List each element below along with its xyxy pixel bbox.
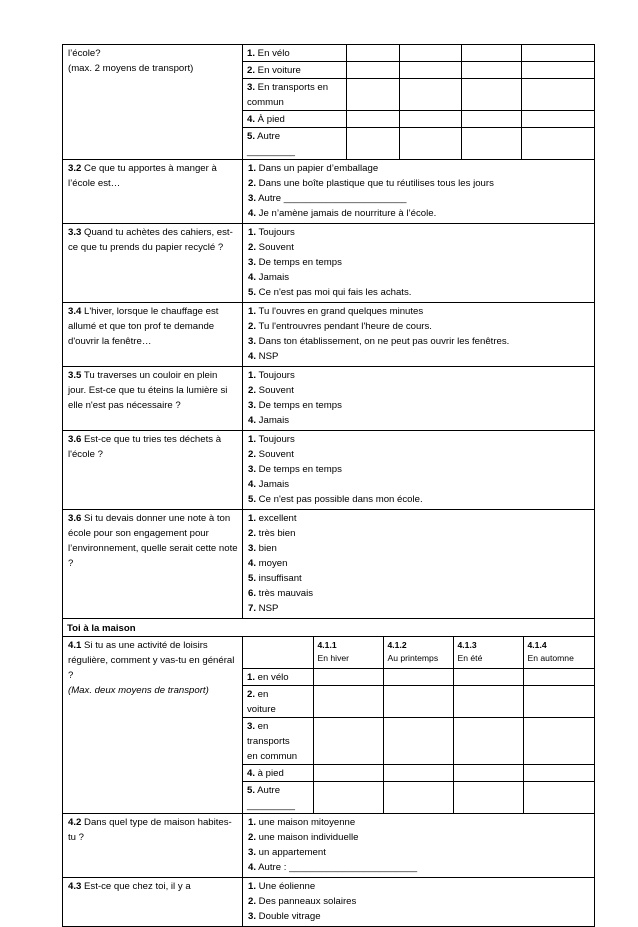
option[interactable]: 4. Je n’amène jamais de nourriture à l’école. [248,208,437,219]
option[interactable]: 4. Jamais [248,415,290,426]
checkbox-cell[interactable] [313,781,383,813]
answer-cell [243,45,595,160]
option[interactable]: 3. Dans ton établissement, on ne peut pas ouvrir les fenêtres. [248,336,510,347]
option-cell[interactable]: 5. Autre _________ [243,781,313,813]
question-row-3-6-rating [63,510,595,619]
checkbox-cell[interactable] [399,62,461,79]
option[interactable]: 1. Toujours [248,434,295,445]
checkbox-cell[interactable] [523,717,595,764]
section-title: Toi à la maison [63,619,595,637]
option[interactable]: 2. très bien [248,528,296,539]
question-cell: 3.2 Ce que tu apportes à manger à l’école est… [63,160,243,224]
checkbox-cell[interactable] [383,717,453,764]
grid-corner [243,637,313,668]
option[interactable]: 3. De temps en temps [248,257,342,268]
checkbox-cell[interactable] [523,764,595,781]
question-text: Si tu as une activité de loisirs régulière, comment y vas-tu en général ? [68,640,235,681]
answer-cell [243,877,595,926]
option-cell[interactable]: 4. à pied [243,764,313,781]
option[interactable]: 3. De temps en temps [248,464,342,475]
question-cell: 3.6 Si tu devais donner une note à ton école pour son engagement pour l’environnement, quelle serait cette note ? [63,510,243,619]
checkbox-cell[interactable] [346,79,399,111]
option[interactable]: 2. Dans une boîte plastique que tu réutilises tous les jours [248,178,494,189]
checkbox-cell[interactable] [453,781,523,813]
answer-cell [243,303,595,367]
checkbox-cell[interactable] [453,668,523,685]
checkbox-cell[interactable] [461,45,521,62]
option[interactable]: 6. très mauvais [248,588,314,599]
option-cell[interactable]: 4. À pied [243,111,346,128]
question-cell: 3.5 Tu traverses un couloir en plein jour. Est-ce que tu éteins la lumière si elle n'est pas nécessaire ? [63,367,243,431]
questionnaire-page [62,44,594,927]
checkbox-cell[interactable] [313,764,383,781]
checkbox-cell[interactable] [399,128,461,160]
option-cell[interactable]: 2. en voiture [243,685,313,717]
question-row-3-1 [63,45,595,160]
checkbox-cell[interactable] [383,764,453,781]
question-cell [63,45,243,160]
checkbox-cell[interactable] [521,45,595,62]
answer-cell [243,160,595,224]
checkbox-cell[interactable] [453,717,523,764]
option[interactable]: 1. Dans un papier d’emballage [248,163,379,174]
question-row-3-4 [63,303,595,367]
question-row-3-5 [63,367,595,431]
question-row-3-6-sorting [63,431,595,510]
season-header: 4.1.3 En été [453,637,523,668]
option-cell[interactable]: 3. en transports en commun [243,717,313,764]
checkbox-cell[interactable] [461,79,521,111]
option-cell[interactable]: 5. Autre _________ [243,128,346,160]
option[interactable]: 4. Autre : ________________________ [248,861,418,873]
checkbox-cell[interactable] [523,685,595,717]
season-header: 4.1.2 Au printemps [383,637,453,668]
checkbox-cell[interactable] [399,111,461,128]
question-row-4-3 [63,877,595,926]
option[interactable]: 7. NSP [248,603,279,614]
question-text: l’école? [68,48,101,59]
checkbox-cell[interactable] [521,79,595,111]
checkbox-cell[interactable] [521,62,595,79]
season-header: 4.1.4 En automne [523,637,595,668]
question-subtext: (Max. deux moyens de transport) [68,685,209,696]
option-cell[interactable]: 2. En voiture [243,62,346,79]
option[interactable]: 3. Double vitrage [248,910,321,922]
checkbox-cell[interactable] [461,62,521,79]
answer-cell [243,637,595,814]
question-text: Ce que tu apportes à manger à l’école est… [68,163,217,189]
checkbox-cell[interactable] [461,128,521,160]
checkbox-cell[interactable] [346,128,399,160]
option[interactable]: 2. Souvent [248,385,294,396]
checkbox-cell[interactable] [346,45,399,62]
answer-cell [243,431,595,510]
transport-grid [243,45,595,159]
question-row-4-1 [63,637,595,814]
option[interactable]: 2. Des panneaux solaires [248,895,357,907]
question-text: Tu traverses un couloir en plein jour. Est-ce que tu éteins la lumière si elle n'est pas nécessaire ? [68,370,228,411]
question-cell: 3.3 Quand tu achètes des cahiers, est-ce que tu prends du papier recyclé ? [63,224,243,303]
question-cell: 4.1 Si tu as une activité de loisirs régulière, comment y vas-tu en général ? (Max. deux moyens de transport) [63,637,243,814]
option-cell[interactable]: 1. En vélo [247,48,290,59]
option[interactable]: 5. Ce n'est pas moi qui fais les achats. [248,287,412,298]
question-row-3-3 [63,224,595,303]
option[interactable]: 2. une maison individuelle [248,831,359,843]
checkbox-cell[interactable] [461,111,521,128]
option[interactable]: 3. De temps en temps [248,400,342,411]
option[interactable]: 1. Tu l'ouvres en grand quelques minutes [248,306,424,317]
option-cell[interactable]: 1. en vélo [243,668,313,685]
checkbox-cell[interactable] [399,45,461,62]
season-transport-grid [243,637,595,813]
checkbox-cell[interactable] [313,668,383,685]
option[interactable]: 2. Souvent [248,449,294,460]
option[interactable]: 4. moyen [248,558,288,569]
checkbox-cell[interactable] [383,668,453,685]
checkbox-cell[interactable] [346,111,399,128]
option[interactable]: 1. excellent [248,513,297,524]
question-text: Si tu devais donner une note à ton école pour son engagement pour l’environnement, quelle serait cette note ? [68,513,238,569]
question-row-3-2 [63,160,595,224]
option[interactable]: 3. un appartement [248,846,326,858]
checkbox-cell[interactable] [399,79,461,111]
question-text: Est-ce que chez toi, il y a [81,880,191,892]
checkbox-cell[interactable] [313,685,383,717]
option[interactable]: 1. Toujours [248,227,295,238]
questionnaire-table [62,44,595,927]
question-text: Quand tu achètes des cahiers, est-ce que tu prends du papier recyclé ? [68,227,233,253]
option[interactable]: 4. NSP [248,351,279,362]
question-subtext: (max. 2 moyens de transport) [68,63,194,74]
option[interactable]: 1. Toujours [248,370,295,381]
checkbox-cell[interactable] [453,685,523,717]
question-text: L'hiver, lorsque le chauffage est allumé et que ton prof te demande d'ouvrir la fenêtre… [68,306,219,347]
option[interactable]: 1. une maison mitoyenne [248,816,356,828]
checkbox-cell[interactable] [383,781,453,813]
checkbox-cell[interactable] [313,717,383,764]
question-cell: 3.4 L'hiver, lorsque le chauffage est allumé et que ton prof te demande d'ouvrir la fenêtre… [63,303,243,367]
question-row-4-2 [63,813,595,877]
question-text: Dans quel type de maison habites-tu ? [68,816,232,843]
checkbox-cell[interactable] [523,668,595,685]
question-cell: 4.3 Est-ce que chez toi, il y a [63,877,243,926]
option[interactable]: 4. Jamais [248,479,290,490]
section-row [63,619,595,637]
answer-cell [243,510,595,619]
question-text: Est-ce que tu tries tes déchets à l'école ? [68,434,222,460]
checkbox-cell[interactable] [383,685,453,717]
checkbox-cell[interactable] [523,781,595,813]
option-cell[interactable]: 3. En transports en commun [243,79,346,111]
option[interactable]: 1. Une éolienne [248,880,316,892]
answer-cell [243,813,595,877]
checkbox-cell[interactable] [521,128,595,160]
checkbox-cell[interactable] [521,111,595,128]
answer-cell [243,367,595,431]
option[interactable]: 2. Tu l'entrouvres pendant l'heure de cours. [248,321,432,332]
option[interactable]: 3. Autre _______________________ [248,193,407,204]
checkbox-cell[interactable] [453,764,523,781]
answer-cell [243,224,595,303]
season-header: 4.1.1 En hiver [313,637,383,668]
question-cell: 3.6 Est-ce que tu tries tes déchets à l'école ? [63,431,243,510]
option[interactable]: 5. insuffisant [248,573,302,584]
option[interactable]: 4. Jamais [248,272,290,283]
checkbox-cell[interactable] [346,62,399,79]
option[interactable]: 3. bien [248,543,277,554]
question-cell: 4.2 Dans quel type de maison habites-tu ? [63,813,243,877]
option[interactable]: 2. Souvent [248,242,294,253]
option[interactable]: 5. Ce n'est pas possible dans mon école. [248,494,423,505]
